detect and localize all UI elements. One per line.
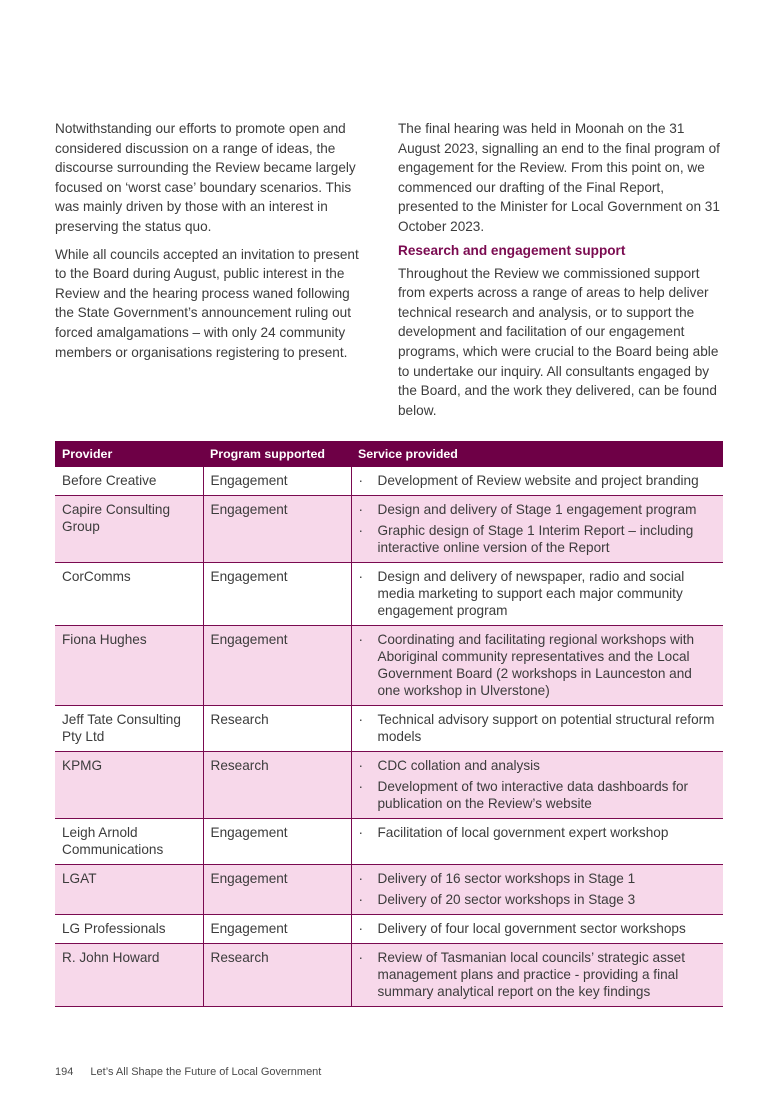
table-row: [55, 626, 723, 706]
cell-provider: R. John Howard: [55, 944, 203, 1007]
bullet-icon: ·: [358, 871, 364, 886]
service-item: [359, 631, 717, 699]
bullet-icon: ·: [358, 892, 364, 907]
service-text: Graphic design of Stage 1 Interim Report – including interactive online version of the Report: [377, 523, 694, 555]
cell-provider: Before Creative: [55, 467, 203, 496]
table-row: [55, 819, 723, 865]
service-item: [359, 757, 717, 774]
service-text: Delivery of 16 sector workshops in Stage 1: [377, 871, 636, 886]
service-item: [359, 891, 717, 908]
table-row: [55, 467, 723, 496]
service-list: [359, 568, 717, 619]
cell-program: Research: [203, 944, 351, 1007]
service-list: [359, 870, 717, 908]
service-item: [359, 472, 717, 489]
service-list: [359, 757, 717, 812]
service-text: Design and delivery of newspaper, radio and social media marketing to support each major community engagement program: [377, 569, 685, 618]
service-text: Development of two interactive data dashboards for publication on the Review’s website: [377, 779, 689, 811]
page-footer: [55, 1066, 321, 1078]
cell-service: [351, 819, 723, 865]
section-heading: Research and engagement support: [398, 242, 626, 258]
cell-program: Engagement: [203, 915, 351, 944]
cell-provider: LG Professionals: [55, 915, 203, 944]
cell-service: [351, 865, 723, 915]
service-list: [359, 631, 717, 699]
page-number: 194: [55, 1066, 74, 1078]
table-row: [55, 563, 723, 626]
bullet-icon: ·: [358, 712, 364, 727]
service-list: [359, 711, 717, 745]
header-provider: Provider: [55, 441, 203, 467]
bullet-icon: ·: [358, 502, 364, 517]
service-item: [359, 711, 717, 745]
service-list: [359, 824, 717, 841]
bullet-icon: ·: [358, 523, 364, 538]
cell-service: [351, 944, 723, 1007]
cell-provider: KPMG: [55, 752, 203, 819]
footer-title: Let’s All Shape the Future of Local Government: [90, 1066, 322, 1078]
cell-service: [351, 752, 723, 819]
service-list: [359, 949, 717, 1000]
service-list: [359, 920, 717, 937]
bullet-icon: ·: [358, 779, 364, 794]
left-paragraph-1: Notwithstanding our efforts to promote open and considered discussion on a range of ideas, the discourse surrounding the Review became largely focused on ‘worst case’ boundary scenarios. This was mainly driven by those with an interest in preserving the status quo.: [55, 121, 356, 234]
bullet-icon: ·: [358, 825, 364, 840]
left-paragraph-2: While all councils accepted an invitation to present to the Board during August, public interest in the Review and the hearing process waned following the State Government’s announcement ruling out forced amalgamations – with only 24 community members or organisations registering to present.: [55, 246, 359, 360]
cell-program: Engagement: [203, 865, 351, 915]
header-service: Service provided: [351, 441, 723, 467]
cell-service: [351, 467, 723, 496]
bullet-icon: ·: [358, 632, 364, 647]
table-row: [55, 752, 723, 819]
cell-program: Research: [203, 706, 351, 752]
bullet-icon: ·: [358, 950, 364, 965]
service-item: [359, 824, 717, 841]
cell-program: Engagement: [203, 496, 351, 563]
right-paragraph-2: Throughout the Review we commissioned support from experts across a range of areas to help deliver technical research and analysis, or to support the development and facilitation of our engagement programs, which were crucial to the Board being able to undertake our inquiry. All consultants engaged by the Board, and the work they delivered, can be found below.: [398, 265, 719, 418]
service-text: Coordinating and facilitating regional workshops with Aboriginal community representatives and the Local Government Board (2 workshops in Launceston and one workshop in Ulverstone): [377, 632, 695, 698]
bullet-icon: ·: [358, 569, 364, 584]
cell-provider: Fiona Hughes: [55, 626, 203, 706]
service-text: Review of Tasmanian local councils’ strategic asset management plans and practice - providing a final summary analytical report on the key findings: [377, 950, 686, 999]
bullet-icon: ·: [358, 473, 364, 488]
table-row: [55, 915, 723, 944]
table-row: [55, 496, 723, 563]
cell-program: Engagement: [203, 563, 351, 626]
cell-service: [351, 563, 723, 626]
cell-program: Engagement: [203, 467, 351, 496]
table-row: [55, 865, 723, 915]
service-item: [359, 949, 717, 1000]
cell-service: [351, 626, 723, 706]
service-item: [359, 501, 717, 518]
service-text: Delivery of 20 sector workshops in Stage 3: [377, 892, 636, 907]
right-paragraph-1: The final hearing was held in Moonah on the 31 August 2023, signalling an end to the final program of engagement for the Review. From this point on, we commenced our drafting of the Final Report, presented to the Minister for Local Government on 31 October 2023.: [398, 121, 720, 234]
cell-service: [351, 706, 723, 752]
cell-provider: CorComms: [55, 563, 203, 626]
cell-service: [351, 915, 723, 944]
service-item: [359, 870, 717, 887]
cell-provider: Jeff Tate Consulting Pty Ltd: [55, 706, 203, 752]
bullet-icon: ·: [358, 921, 364, 936]
service-item: [359, 568, 717, 619]
service-item: [359, 778, 717, 812]
service-text: Development of Review website and project branding: [377, 473, 699, 488]
service-text: CDC collation and analysis: [377, 758, 540, 773]
service-text: Delivery of four local government sector workshops: [377, 921, 686, 936]
service-text: Facilitation of local government expert workshop: [377, 825, 669, 840]
cell-provider: LGAT: [55, 865, 203, 915]
service-item: [359, 920, 717, 937]
service-list: [359, 472, 717, 489]
table-row: [55, 944, 723, 1007]
table-row: [55, 706, 723, 752]
service-item: [359, 522, 717, 556]
body-columns: [55, 119, 723, 424]
table-header-row: [55, 441, 723, 467]
left-column: [55, 119, 371, 424]
service-text: Technical advisory support on potential structural reform models: [377, 712, 715, 744]
service-text: Design and delivery of Stage 1 engagement program: [377, 502, 697, 517]
cell-service: [351, 496, 723, 563]
consultants-table: [55, 441, 723, 1007]
cell-provider: Leigh Arnold Communications: [55, 819, 203, 865]
cell-program: Engagement: [203, 626, 351, 706]
header-program: Program supported: [203, 441, 351, 467]
bullet-icon: ·: [358, 758, 364, 773]
cell-program: Engagement: [203, 819, 351, 865]
cell-program: Research: [203, 752, 351, 819]
right-column: [398, 119, 723, 424]
cell-provider: Capire Consulting Group: [55, 496, 203, 563]
service-list: [359, 501, 717, 556]
